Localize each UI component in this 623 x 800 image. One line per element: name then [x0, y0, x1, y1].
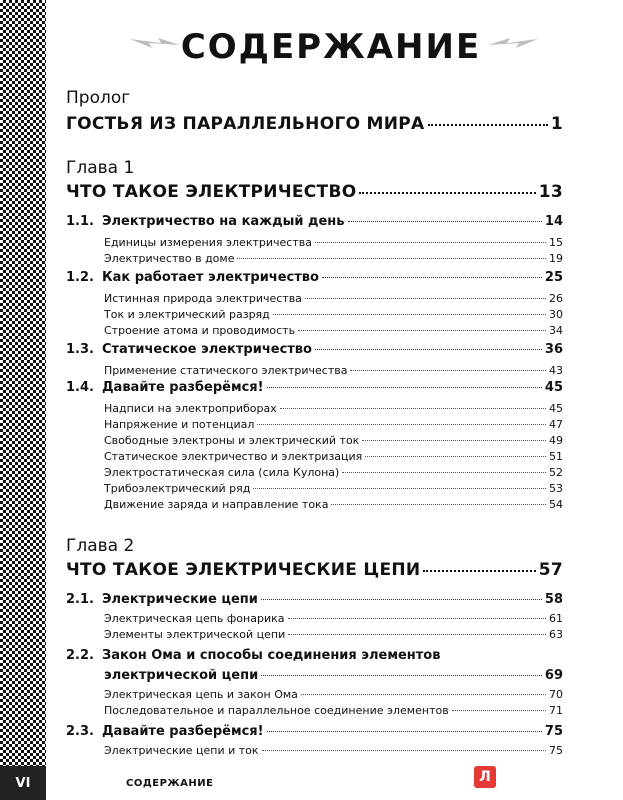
page-title: СОДЕРЖАНИЕ	[180, 27, 482, 67]
section-1-2[interactable]: 1.2. Как работает электричество 25	[66, 270, 563, 285]
toc-subitem[interactable]: Единицы измерения электричества 15	[104, 236, 563, 249]
toc-subitem[interactable]: Электрическая цепь фонарика 61	[104, 612, 563, 625]
toc-subitem[interactable]: Строение атома и проводимость 34	[104, 324, 563, 337]
toc-subitem[interactable]: Статическое электричество и электризация 51	[104, 450, 563, 463]
section-1-1[interactable]: 1.1. Электричество на каждый день 14	[66, 214, 563, 229]
section-1-3[interactable]: 1.3. Статическое электричество 36	[66, 342, 563, 357]
toc-subitem[interactable]: Электрические цепи и ток 75	[104, 744, 563, 757]
publisher-logo-icon: Л	[474, 766, 496, 788]
footer-label: СОДЕРЖАНИЕ	[126, 778, 214, 789]
page-number: VI	[0, 766, 46, 800]
checker-margin	[0, 0, 46, 800]
toc-subitem[interactable]: Надписи на электроприборах 45	[104, 402, 563, 415]
toc-subitem[interactable]: Электрическая цепь и закон Ома 70	[104, 688, 563, 701]
chapter2-title-row[interactable]: ЧТО ТАКОЕ ЭЛЕКТРИЧЕСКИЕ ЦЕПИ 57	[66, 560, 563, 580]
toc-subitem[interactable]: Последовательное и параллельное соединение элементов 71	[104, 704, 563, 717]
prologue-head: Пролог	[66, 88, 131, 108]
toc-subitem[interactable]: Электричество в доме 19	[104, 252, 563, 265]
prologue-title-row[interactable]: ГОСТЬЯ ИЗ ПАРАЛЛЕЛЬНОГО МИРА 1	[66, 114, 563, 134]
toc-subitem[interactable]: Напряжение и потенциал 47	[104, 418, 563, 431]
toc-page	[46, 0, 623, 800]
toc-subitem[interactable]: Элементы электрической цепи 63	[104, 628, 563, 641]
chapter1-head: Глава 1	[66, 158, 135, 178]
section-2-2[interactable]: 2.2. Закон Ома и способы соединения элементов	[66, 648, 441, 663]
toc-subitem[interactable]: Свободные электроны и электрический ток 49	[104, 434, 563, 447]
toc-subitem[interactable]: Движение заряда и направление тока 54	[104, 498, 563, 511]
toc-subitem[interactable]: Ток и электрический разряд 30	[104, 308, 563, 321]
section-2-3[interactable]: 2.3. Давайте разберёмся! 75	[66, 724, 563, 739]
toc-subitem[interactable]: Трибоэлектрический ряд 53	[104, 482, 563, 495]
chapter2-head: Глава 2	[66, 536, 135, 556]
toc-subitem[interactable]: Электростатическая сила (сила Кулона) 52	[104, 466, 563, 479]
section-1-4[interactable]: 1.4. Давайте разберёмся! 45	[66, 380, 563, 395]
section-2-1[interactable]: 2.1. Электрические цепи 58	[66, 592, 563, 607]
section-2-2-cont[interactable]: электрической цепи 69	[104, 668, 563, 683]
toc-subitem[interactable]: Применение статического электричества 43	[104, 364, 563, 377]
toc-subitem[interactable]: Истинная природа электричества 26	[104, 292, 563, 305]
chapter1-title-row[interactable]: ЧТО ТАКОЕ ЭЛЕКТРИЧЕСТВО 13	[66, 182, 563, 202]
